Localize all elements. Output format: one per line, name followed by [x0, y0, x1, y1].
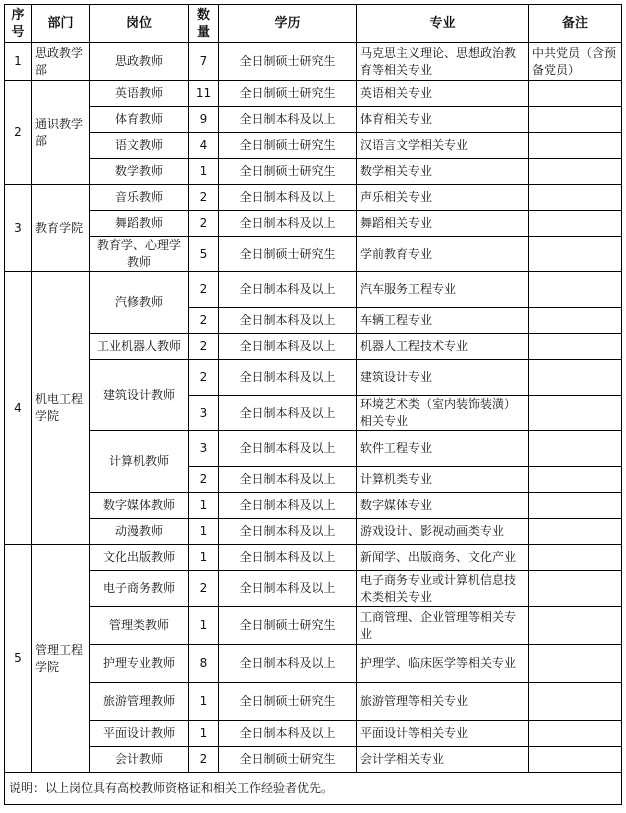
dept-cell: 思政教学部	[32, 43, 90, 81]
count-cell: 1	[189, 159, 219, 185]
remark-cell	[529, 360, 622, 396]
header-count: 数量	[189, 5, 219, 43]
remark-cell	[529, 107, 622, 133]
major-cell: 护理学、临床医学等相关专业	[357, 645, 529, 683]
major-cell: 软件工程专业	[357, 431, 529, 467]
count-cell: 2	[189, 272, 219, 308]
major-cell: 体育相关专业	[357, 107, 529, 133]
table-row	[5, 493, 622, 519]
edu-cell: 全日制本科及以上	[219, 493, 357, 519]
post-cell: 工业机器人教师	[90, 334, 189, 360]
table-row	[5, 43, 622, 81]
table-row	[5, 237, 622, 272]
header-major: 专业	[357, 5, 529, 43]
table-row	[5, 107, 622, 133]
edu-cell: 全日制本科及以上	[219, 721, 357, 747]
post-cell: 电子商务教师	[90, 571, 189, 607]
edu-cell: 全日制硕士研究生	[219, 683, 357, 721]
post-cell: 数字媒体教师	[90, 493, 189, 519]
table-row	[5, 272, 622, 308]
table-row	[5, 211, 622, 237]
edu-cell: 全日制硕士研究生	[219, 747, 357, 773]
remark-cell	[529, 645, 622, 683]
remark-cell	[529, 81, 622, 107]
dept-cell: 机电工程学院	[32, 272, 90, 545]
major-cell: 舞蹈相关专业	[357, 211, 529, 237]
remark-cell	[529, 747, 622, 773]
dept-cell: 管理工程学院	[32, 545, 90, 773]
count-cell: 1	[189, 607, 219, 645]
major-cell: 数字媒体专业	[357, 493, 529, 519]
count-cell: 4	[189, 133, 219, 159]
remark-cell	[529, 493, 622, 519]
major-cell: 车辆工程专业	[357, 308, 529, 334]
count-cell: 1	[189, 721, 219, 747]
count-cell: 3	[189, 431, 219, 467]
count-cell: 2	[189, 308, 219, 334]
remark-cell	[529, 396, 622, 431]
post-cell: 英语教师	[90, 81, 189, 107]
edu-cell: 全日制本科及以上	[219, 360, 357, 396]
edu-cell: 全日制本科及以上	[219, 645, 357, 683]
edu-cell: 全日制本科及以上	[219, 431, 357, 467]
count-cell: 1	[189, 493, 219, 519]
edu-cell: 全日制本科及以上	[219, 396, 357, 431]
remark-cell	[529, 334, 622, 360]
post-cell: 建筑设计教师	[90, 360, 189, 431]
count-cell: 2	[189, 360, 219, 396]
major-cell: 环境艺术类（室内装饰装潢）相关专业	[357, 396, 529, 431]
edu-cell: 全日制本科及以上	[219, 467, 357, 493]
major-cell: 计算机类专业	[357, 467, 529, 493]
remark-cell	[529, 431, 622, 467]
count-cell: 1	[189, 519, 219, 545]
table-row	[5, 747, 622, 773]
count-cell: 2	[189, 467, 219, 493]
major-cell: 汽车服务工程专业	[357, 272, 529, 308]
count-cell: 2	[189, 211, 219, 237]
edu-cell: 全日制硕士研究生	[219, 159, 357, 185]
dept-cell: 通识教学部	[32, 81, 90, 185]
remark-cell	[529, 683, 622, 721]
post-cell: 会计教师	[90, 747, 189, 773]
post-cell: 数学教师	[90, 159, 189, 185]
dept-cell: 教育学院	[32, 185, 90, 272]
seq-cell: 2	[5, 81, 32, 185]
edu-cell: 全日制本科及以上	[219, 185, 357, 211]
edu-cell: 全日制本科及以上	[219, 211, 357, 237]
remark-cell	[529, 607, 622, 645]
major-cell: 旅游管理等相关专业	[357, 683, 529, 721]
count-cell: 5	[189, 237, 219, 272]
table-row	[5, 645, 622, 683]
count-cell: 2	[189, 334, 219, 360]
edu-cell: 全日制硕士研究生	[219, 43, 357, 81]
seq-cell: 4	[5, 272, 32, 545]
major-cell: 机器人工程技术专业	[357, 334, 529, 360]
edu-cell: 全日制本科及以上	[219, 545, 357, 571]
post-cell: 思政教师	[90, 43, 189, 81]
header-post: 岗位	[90, 5, 189, 43]
count-cell: 7	[189, 43, 219, 81]
remark-cell	[529, 721, 622, 747]
post-cell: 旅游管理教师	[90, 683, 189, 721]
remark-cell	[529, 272, 622, 308]
major-cell: 平面设计等相关专业	[357, 721, 529, 747]
post-cell: 文化出版教师	[90, 545, 189, 571]
table-row	[5, 81, 622, 107]
header-remark: 备注	[529, 5, 622, 43]
table-row	[5, 545, 622, 571]
edu-cell: 全日制本科及以上	[219, 308, 357, 334]
header-row	[5, 5, 622, 43]
post-cell: 语文教师	[90, 133, 189, 159]
edu-cell: 全日制硕士研究生	[219, 81, 357, 107]
major-cell: 汉语言文学相关专业	[357, 133, 529, 159]
note-text: 说明：以上岗位具有高校教师资格证和相关工作经验者优先。	[5, 773, 622, 805]
major-cell: 学前教育专业	[357, 237, 529, 272]
header-seq: 序号	[5, 5, 32, 43]
remark-cell	[529, 211, 622, 237]
remark-cell	[529, 185, 622, 211]
edu-cell: 全日制本科及以上	[219, 334, 357, 360]
edu-cell: 全日制硕士研究生	[219, 133, 357, 159]
post-cell: 管理类教师	[90, 607, 189, 645]
post-cell: 动漫教师	[90, 519, 189, 545]
edu-cell: 全日制本科及以上	[219, 272, 357, 308]
major-cell: 英语相关专业	[357, 81, 529, 107]
header-dept: 部门	[32, 5, 90, 43]
edu-cell: 全日制本科及以上	[219, 107, 357, 133]
major-cell: 马克思主义理论、思想政治教育等相关专业	[357, 43, 529, 81]
table-row	[5, 431, 622, 467]
table-row	[5, 159, 622, 185]
remark-cell: 中共党员（含预备党员）	[529, 43, 622, 81]
post-cell: 舞蹈教师	[90, 211, 189, 237]
post-cell: 计算机教师	[90, 431, 189, 493]
count-cell: 9	[189, 107, 219, 133]
count-cell: 1	[189, 545, 219, 571]
header-edu: 学历	[219, 5, 357, 43]
post-cell: 教育学、心理学教师	[90, 237, 189, 272]
count-cell: 2	[189, 747, 219, 773]
table-row	[5, 133, 622, 159]
remark-cell	[529, 159, 622, 185]
seq-cell: 5	[5, 545, 32, 773]
post-cell: 音乐教师	[90, 185, 189, 211]
seq-cell: 1	[5, 43, 32, 81]
major-cell: 电子商务专业或计算机信息技术类相关专业	[357, 571, 529, 607]
note-row	[5, 773, 622, 805]
major-cell: 声乐相关专业	[357, 185, 529, 211]
remark-cell	[529, 545, 622, 571]
table-row	[5, 607, 622, 645]
table-row	[5, 334, 622, 360]
edu-cell: 全日制本科及以上	[219, 519, 357, 545]
remark-cell	[529, 467, 622, 493]
table-row	[5, 683, 622, 721]
post-cell: 平面设计教师	[90, 721, 189, 747]
major-cell: 新闻学、出版商务、文化产业	[357, 545, 529, 571]
major-cell: 工商管理、企业管理等相关专业	[357, 607, 529, 645]
table-row	[5, 360, 622, 396]
count-cell: 2	[189, 571, 219, 607]
remark-cell	[529, 308, 622, 334]
count-cell: 1	[189, 683, 219, 721]
count-cell: 3	[189, 396, 219, 431]
table-row	[5, 571, 622, 607]
table-row	[5, 721, 622, 747]
edu-cell: 全日制本科及以上	[219, 571, 357, 607]
remark-cell	[529, 519, 622, 545]
remark-cell	[529, 571, 622, 607]
table-row	[5, 519, 622, 545]
recruitment-table	[4, 4, 622, 805]
seq-cell: 3	[5, 185, 32, 272]
remark-cell	[529, 237, 622, 272]
major-cell: 游戏设计、影视动画类专业	[357, 519, 529, 545]
major-cell: 数学相关专业	[357, 159, 529, 185]
count-cell: 11	[189, 81, 219, 107]
count-cell: 8	[189, 645, 219, 683]
post-cell: 护理专业教师	[90, 645, 189, 683]
post-cell: 汽修教师	[90, 272, 189, 334]
edu-cell: 全日制硕士研究生	[219, 607, 357, 645]
edu-cell: 全日制硕士研究生	[219, 237, 357, 272]
table-row	[5, 185, 622, 211]
count-cell: 2	[189, 185, 219, 211]
post-cell: 体育教师	[90, 107, 189, 133]
major-cell: 会计学相关专业	[357, 747, 529, 773]
major-cell: 建筑设计专业	[357, 360, 529, 396]
remark-cell	[529, 133, 622, 159]
